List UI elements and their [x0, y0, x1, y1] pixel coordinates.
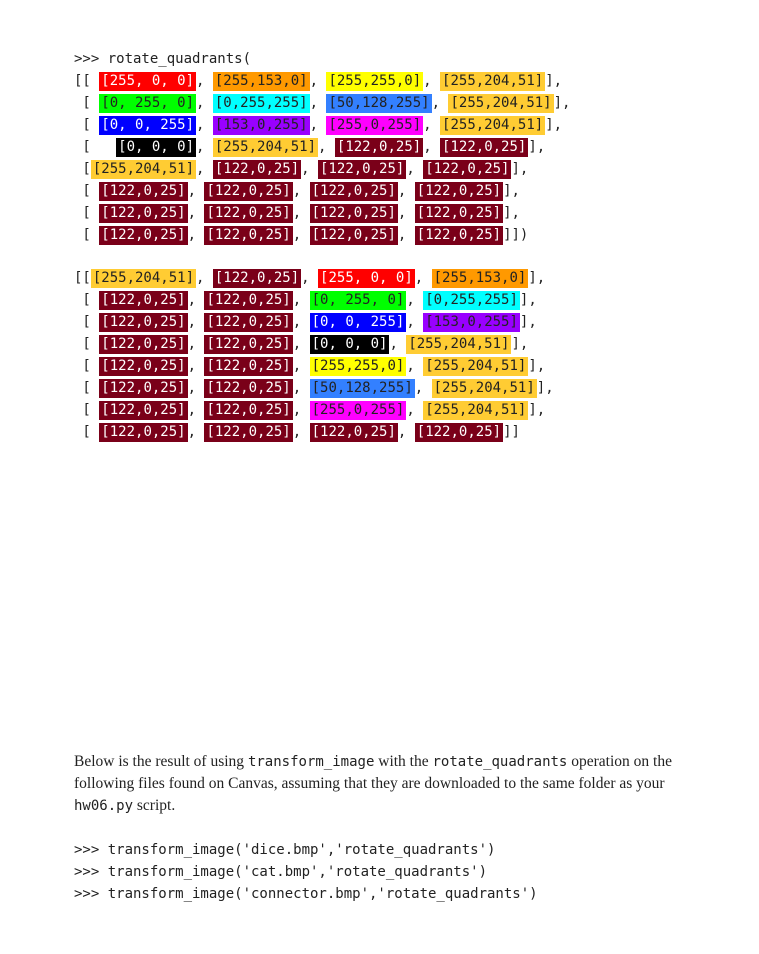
para-text-2: with the — [374, 753, 433, 770]
pixel-cell: [122,0,25] — [214, 270, 300, 286]
row-prefix: [ — [74, 183, 100, 199]
pixel-cell: [122,0,25] — [425, 161, 510, 177]
matrix-row — [74, 355, 545, 377]
pixel-cell: [255,204,51] — [442, 73, 544, 89]
cell-separator: , — [196, 117, 213, 133]
cell-separator: , — [196, 95, 213, 111]
pixel-cell: [153,0,255] — [214, 117, 308, 133]
pixel-cell: [0, 0, 0] — [118, 139, 195, 155]
cell-separator: , — [309, 117, 327, 133]
cell-separator: , — [423, 139, 441, 155]
cell-separator: , — [318, 139, 335, 155]
pixel-cell: [255,153,0] — [214, 73, 308, 89]
code-hw06: hw06.py — [74, 798, 134, 814]
pixel-cell: [122,0,25] — [206, 314, 291, 330]
pixel-cell: [255,0,255] — [328, 117, 422, 133]
pixel-cell: [153,0,255] — [425, 314, 518, 330]
pixel-cell: [122,0,25] — [311, 227, 396, 243]
cell-separator: , — [397, 205, 415, 221]
cell-separator: , — [196, 73, 213, 89]
code-rotate-quadrants: rotate_quadrants — [432, 754, 568, 770]
pixel-cell: [255,204,51] — [442, 117, 544, 133]
pixel-cell: [122,0,25] — [311, 183, 396, 199]
pixel-cell: [255,204,51] — [425, 402, 527, 418]
matrix-row — [74, 92, 570, 114]
matrix-row — [74, 399, 545, 421]
cell-separator: , — [301, 270, 319, 286]
row-prefix: [ — [74, 292, 100, 308]
pixel-cell: [122,0,25] — [101, 205, 186, 221]
row-suffix: ], — [528, 270, 546, 286]
pixel-cell: [255, 0, 0] — [101, 73, 195, 89]
pixel-cell: [50,128,255] — [311, 380, 413, 396]
row-suffix: ], — [503, 205, 520, 221]
pixel-cell: [122,0,25] — [101, 227, 186, 243]
code-transform-image: transform_image — [247, 754, 375, 770]
row-prefix: [ — [74, 380, 100, 396]
cell-separator: , — [397, 227, 415, 243]
cell-separator: , — [292, 402, 310, 418]
cell-separator: , — [187, 183, 205, 199]
matrix-row — [74, 377, 554, 399]
cell-separator: , — [187, 314, 205, 330]
row-prefix: [ — [74, 205, 100, 221]
pixel-cell: [122,0,25] — [101, 183, 186, 199]
matrix-row — [74, 114, 562, 136]
pixel-cell: [0, 255, 0] — [101, 95, 195, 111]
cell-separator: , — [187, 380, 205, 396]
para-text-3: operation on the following files found on Canvas, assuming that they are downloaded to the same folder as your — [74, 753, 672, 792]
pixel-cell: [255, 0, 0] — [320, 270, 413, 286]
pixel-cell: [255,204,51] — [408, 336, 510, 352]
cell-separator: , — [292, 336, 310, 352]
cell-separator: , — [196, 270, 213, 286]
row-suffix: ], — [536, 380, 554, 396]
pixel-cell: [122,0,25] — [416, 205, 502, 221]
pixel-cell: [122,0,25] — [336, 139, 422, 155]
row-suffix: ], — [553, 95, 571, 111]
command-line-connector: >>> transform_image('connector.bmp','rotate_quadrants') — [74, 886, 538, 902]
row-prefix: [ — [74, 139, 117, 155]
cell-separator: , — [414, 380, 432, 396]
pixel-cell: [255,204,51] — [433, 380, 535, 396]
matrix-row — [74, 224, 528, 246]
cell-separator: , — [187, 424, 205, 440]
matrix-row — [74, 421, 520, 443]
row-suffix: ], — [545, 73, 563, 89]
pixel-cell: [0, 0, 0] — [311, 336, 388, 352]
pixel-cell: [122,0,25] — [101, 402, 186, 418]
cell-separator: , — [406, 358, 424, 374]
cell-separator: , — [292, 314, 310, 330]
cell-separator: , — [309, 95, 327, 111]
pixel-cell: [0, 0, 255] — [311, 314, 405, 330]
cell-separator: , — [406, 402, 424, 418]
row-suffix: ], — [511, 336, 529, 352]
cell-separator: , — [187, 358, 205, 374]
pixel-cell: [122,0,25] — [206, 292, 291, 308]
cell-separator: , — [187, 292, 205, 308]
cell-separator: , — [292, 380, 310, 396]
para-text-4: script. — [133, 797, 176, 814]
cell-separator: , — [389, 336, 407, 352]
cell-separator: , — [301, 161, 319, 177]
pixel-cell: [255,204,51] — [92, 161, 195, 177]
cell-separator: , — [196, 161, 213, 177]
matrix-row — [74, 311, 537, 333]
pixel-cell: [122,0,25] — [416, 183, 502, 199]
cell-separator: , — [196, 139, 213, 155]
pixel-cell: [122,0,25] — [101, 424, 186, 440]
row-prefix: [ — [74, 402, 100, 418]
matrix-row — [74, 267, 545, 289]
row-suffix: ], — [545, 117, 563, 133]
pixel-cell: [122,0,25] — [101, 336, 186, 352]
pixel-cell: [122,0,25] — [206, 358, 291, 374]
cell-separator: , — [187, 205, 205, 221]
cell-separator: , — [187, 402, 205, 418]
pixel-cell: [122,0,25] — [214, 161, 300, 177]
pixel-cell: [122,0,25] — [206, 336, 291, 352]
pixel-cell: [255,0,255] — [311, 402, 405, 418]
command-line-dice: >>> transform_image('dice.bmp','rotate_quadrants') — [74, 842, 496, 858]
pixel-cell: [122,0,25] — [206, 183, 291, 199]
row-suffix: ], — [503, 183, 520, 199]
command-line-cat: >>> transform_image('cat.bmp','rotate_quadrants') — [74, 864, 488, 880]
cell-separator: , — [406, 314, 424, 330]
pixel-cell: [122,0,25] — [311, 424, 396, 440]
row-prefix: [ — [74, 227, 100, 243]
row-prefix: [ — [74, 424, 100, 440]
cell-separator: , — [187, 336, 205, 352]
row-suffix: ], — [528, 358, 546, 374]
row-prefix: [ — [74, 336, 100, 352]
row-suffix: ]] — [503, 424, 520, 440]
matrix-row — [74, 202, 520, 224]
pixel-cell: [122,0,25] — [206, 227, 291, 243]
cell-separator: , — [292, 183, 310, 199]
pixel-cell: [0, 0, 255] — [101, 117, 195, 133]
matrix-row — [74, 136, 545, 158]
cell-separator: , — [292, 205, 310, 221]
cell-separator: , — [423, 117, 441, 133]
pixel-cell: [122,0,25] — [442, 139, 527, 155]
pixel-cell: [122,0,25] — [206, 424, 291, 440]
pixel-cell: [255,255,0] — [311, 358, 405, 374]
pixel-cell: [50,128,255] — [328, 95, 430, 111]
matrix-row — [74, 158, 528, 180]
cell-separator: , — [397, 183, 415, 199]
pixel-cell: [122,0,25] — [320, 161, 405, 177]
pixel-cell: [122,0,25] — [416, 424, 502, 440]
cell-separator: , — [423, 73, 441, 89]
cell-separator: , — [309, 73, 327, 89]
row-suffix: ]]) — [503, 227, 529, 243]
pixel-cell: [255,204,51] — [214, 139, 317, 155]
pixel-cell: [122,0,25] — [416, 227, 502, 243]
pixel-cell: [0,255,255] — [214, 95, 308, 111]
pixel-cell: [122,0,25] — [206, 380, 291, 396]
pixel-cell: [255,204,51] — [450, 95, 552, 111]
pixel-cell: [255,255,0] — [328, 73, 422, 89]
pixel-cell: [255,204,51] — [425, 358, 527, 374]
pixel-cell: [122,0,25] — [101, 292, 186, 308]
row-prefix: [[ — [74, 270, 91, 286]
row-suffix: ], — [511, 161, 529, 177]
matrix-row — [74, 180, 520, 202]
row-prefix: [[ — [74, 73, 100, 89]
row-prefix: [ — [74, 358, 100, 374]
row-suffix: ], — [519, 314, 537, 330]
row-suffix: ], — [519, 292, 537, 308]
pixel-cell: [122,0,25] — [101, 314, 186, 330]
pixel-cell: [255,204,51] — [92, 270, 195, 286]
cell-separator: , — [187, 227, 205, 243]
matrix-row — [74, 333, 528, 355]
para-text-1: Below is the result of using — [74, 753, 248, 770]
row-prefix: [ — [74, 117, 100, 133]
cell-separator: , — [431, 95, 449, 111]
matrix-row — [74, 70, 562, 92]
matrix-row — [74, 289, 537, 311]
cell-separator: , — [397, 424, 415, 440]
description-paragraph — [74, 751, 704, 817]
pixel-cell: [122,0,25] — [101, 358, 186, 374]
row-suffix: ], — [528, 139, 546, 155]
cell-separator: , — [292, 424, 310, 440]
pixel-cell: [122,0,25] — [101, 380, 186, 396]
row-suffix: ], — [528, 402, 546, 418]
pixel-cell: [122,0,25] — [311, 205, 396, 221]
cell-separator: , — [292, 292, 310, 308]
cell-separator: , — [292, 358, 310, 374]
row-prefix: [ — [74, 314, 100, 330]
cell-separator: , — [414, 270, 432, 286]
pixel-cell: [0,255,255] — [425, 292, 518, 308]
pixel-cell: [255,153,0] — [433, 270, 527, 286]
pixel-cell: [122,0,25] — [206, 205, 291, 221]
pixel-cell: [0, 255, 0] — [311, 292, 405, 308]
cell-separator: , — [292, 227, 310, 243]
pixel-cell: [122,0,25] — [206, 402, 291, 418]
rotate-call-line: >>> rotate_quadrants( — [74, 51, 252, 67]
cell-separator: , — [406, 161, 424, 177]
cell-separator: , — [406, 292, 424, 308]
row-prefix: [ — [74, 95, 100, 111]
row-prefix: [ — [74, 161, 91, 177]
